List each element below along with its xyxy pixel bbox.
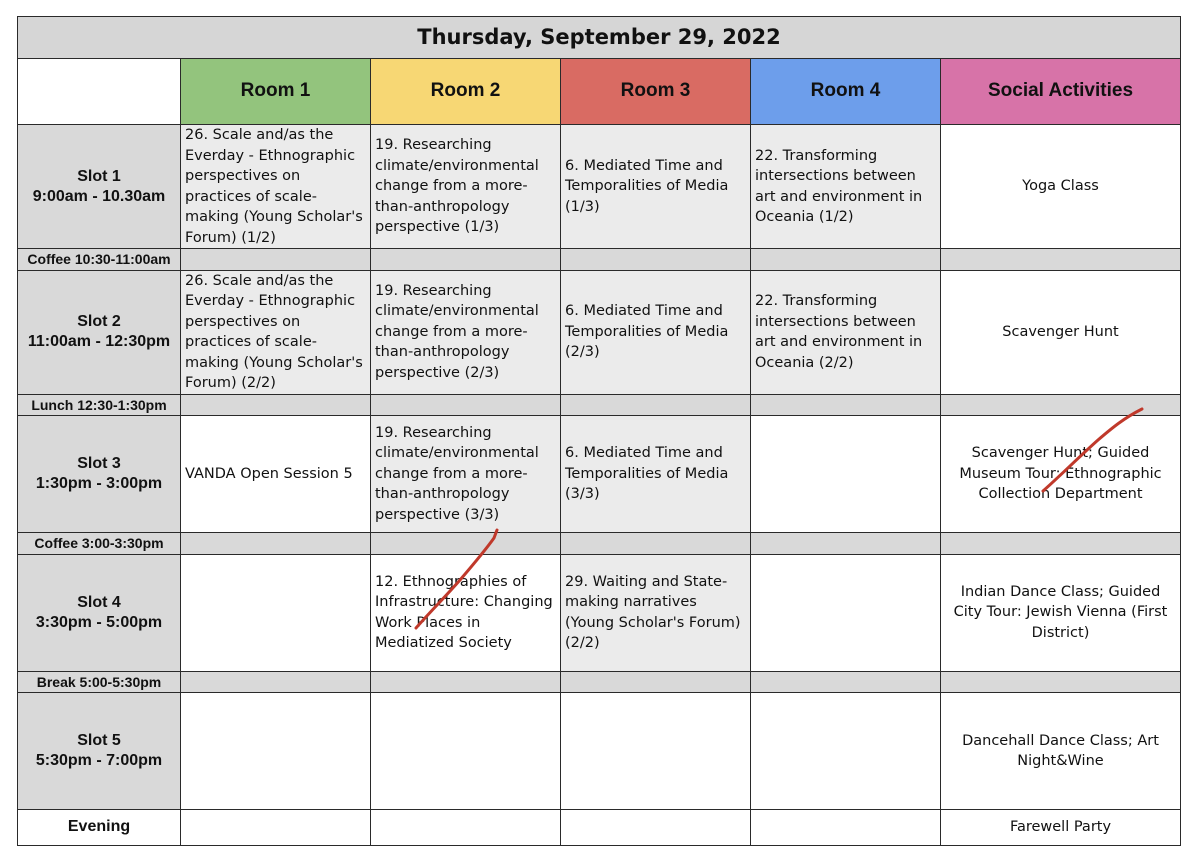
slot-row [18, 270, 1181, 394]
break-cell [561, 249, 751, 271]
slot-label [18, 693, 181, 810]
social-activity-cell: Scavenger Hunt; Guided Museum Tour: Ethnographic Collection Department [941, 416, 1181, 533]
slot-name: Slot 4 [77, 593, 121, 611]
session-cell [181, 693, 371, 810]
break-cell [561, 394, 751, 416]
session-cell: 6. Mediated Time and Temporalities of Media (1/3) [561, 125, 751, 249]
slot-row [18, 125, 1181, 249]
slot-row [18, 416, 1181, 533]
break-label: Coffee 10:30-11:00am [18, 249, 181, 271]
slot-name: Slot 1 [77, 167, 121, 185]
break-cell [751, 394, 941, 416]
slot-name: Slot 2 [77, 313, 121, 330]
break-row [18, 533, 1181, 555]
session-cell: 6. Mediated Time and Temporalities of Media (3/3) [561, 416, 751, 533]
slot-row [18, 554, 1181, 671]
slot-name: Slot 5 [77, 732, 121, 749]
session-cell: 6. Mediated Time and Temporalities of Media (2/3) [561, 270, 751, 394]
header-room-3: Room 3 [561, 59, 751, 125]
session-cell: 19. Researching climate/environmental change from a more-than-anthropology perspective (3/3) [371, 416, 561, 533]
header-room-2: Room 2 [371, 59, 561, 125]
break-cell [371, 249, 561, 271]
session-cell: 12. Ethnographies of Infrastructure: Changing Work Places in Mediatized Society [371, 554, 561, 671]
social-activity-cell: Farewell Party [941, 810, 1181, 846]
session-cell [181, 554, 371, 671]
break-cell [181, 533, 371, 555]
session-cell [371, 693, 561, 810]
break-cell [371, 671, 561, 693]
break-cell [941, 249, 1181, 271]
break-label: Coffee 3:00-3:30pm [18, 533, 181, 555]
slot-row [18, 693, 1181, 810]
header-room-1: Room 1 [181, 59, 371, 125]
session-cell [561, 693, 751, 810]
session-cell [181, 810, 371, 846]
break-cell [751, 671, 941, 693]
session-cell [561, 810, 751, 846]
social-activity-cell: Dancehall Dance Class; Art Night&Wine [941, 693, 1181, 810]
social-activity-cell: Yoga Class [941, 125, 1181, 249]
slot-time: 9:00am - 10.30am [32, 187, 166, 205]
break-cell [181, 249, 371, 271]
break-row [18, 671, 1181, 693]
slot-label [18, 554, 181, 671]
session-cell [751, 693, 941, 810]
day-title: Thursday, September 29, 2022 [18, 17, 1181, 59]
session-cell [751, 416, 941, 533]
session-cell: 26. Scale and/as the Everday - Ethnographic perspectives on practices of scale-making (Young Scholar's Forum) (1/2) [181, 125, 371, 249]
break-cell [561, 533, 751, 555]
session-cell [371, 810, 561, 846]
session-cell: 22. Transforming intersections between art and environment in Oceania (1/2) [751, 125, 941, 249]
slot-time: 1:30pm - 3:00pm [35, 475, 163, 492]
session-cell: 19. Researching climate/environmental change from a more-than-anthropology perspective (2/3) [371, 270, 561, 394]
break-row [18, 249, 1181, 271]
break-cell [941, 533, 1181, 555]
break-cell [181, 394, 371, 416]
break-cell [751, 249, 941, 271]
slot-time: 11:00am - 12:30pm [27, 333, 171, 350]
slot-label [18, 125, 181, 249]
session-cell [751, 810, 941, 846]
schedule-table [17, 16, 1181, 846]
header-room-4: Room 4 [751, 59, 941, 125]
evening-row [18, 810, 1181, 846]
break-cell [941, 394, 1181, 416]
title-row [18, 17, 1181, 59]
social-activity-cell: Scavenger Hunt [941, 270, 1181, 394]
corner-cell [18, 59, 181, 125]
header-row [18, 59, 1181, 125]
session-cell: VANDA Open Session 5 [181, 416, 371, 533]
break-cell [371, 394, 561, 416]
session-cell [751, 554, 941, 671]
social-activity-cell: Indian Dance Class; Guided City Tour: Jewish Vienna (First District) [941, 554, 1181, 671]
session-cell: 29. Waiting and State-making narratives (Young Scholar's Forum) (2/2) [561, 554, 751, 671]
session-cell: 26. Scale and/as the Everday - Ethnographic perspectives on practices of scale-making (Young Scholar's Forum) (2/2) [181, 270, 371, 394]
break-label: Lunch 12:30-1:30pm [18, 394, 181, 416]
slot-time: 5:30pm - 7:00pm [35, 752, 163, 769]
evening-label: Evening [18, 810, 181, 846]
slot-label [18, 270, 181, 394]
break-cell [561, 671, 751, 693]
slot-time: 3:30pm - 5:00pm [35, 613, 163, 631]
slot-label [18, 416, 181, 533]
break-cell [751, 533, 941, 555]
session-cell: 19. Researching climate/environmental change from a more-than-anthropology perspective (1/3) [371, 125, 561, 249]
slot-name: Slot 3 [77, 455, 121, 472]
break-cell [181, 671, 371, 693]
break-cell [371, 533, 561, 555]
session-cell: 22. Transforming intersections between art and environment in Oceania (2/2) [751, 270, 941, 394]
break-cell [941, 671, 1181, 693]
header-social-activities: Social Activities [941, 59, 1181, 125]
break-label: Break 5:00-5:30pm [18, 671, 181, 693]
break-row [18, 394, 1181, 416]
